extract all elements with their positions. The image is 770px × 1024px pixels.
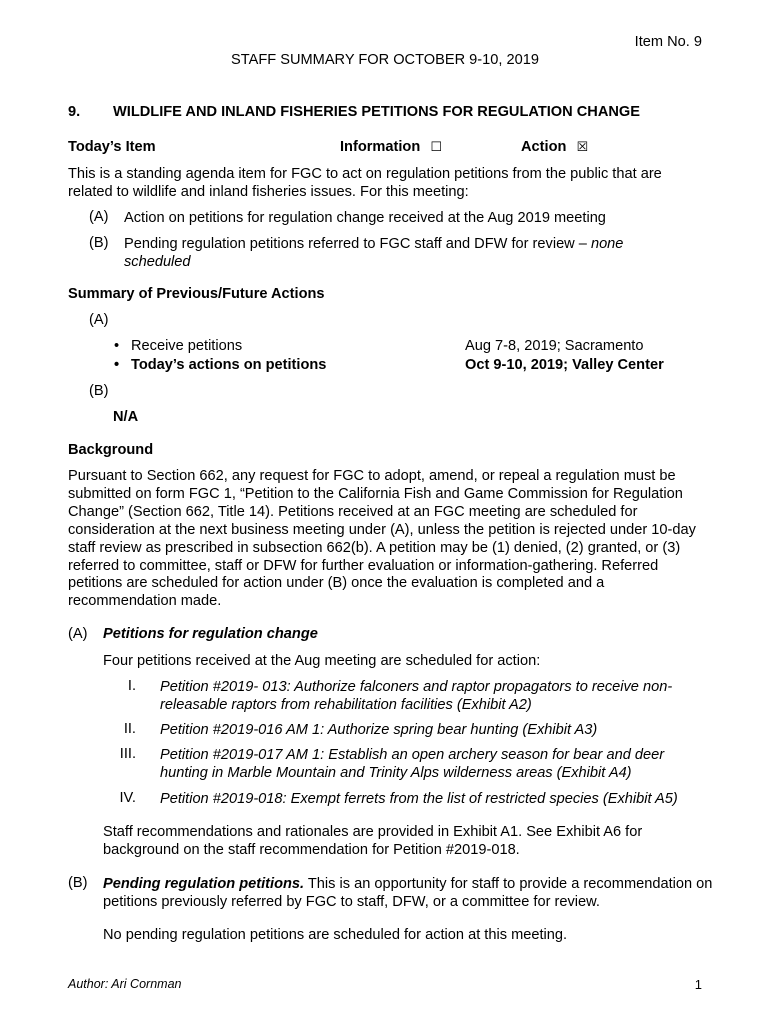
information-checkbox: ☐ xyxy=(430,140,442,155)
page-number: 1 xyxy=(694,977,702,992)
petition-numeral-4: IV. xyxy=(119,790,136,806)
summary-row-2-value: Oct 9-10, 2019; Valley Center xyxy=(465,357,664,373)
petition-1: Petition #2019- 013: Authorize falconers and raptor propagators to receive non-releasable raptors from rehabilitation facilities (Exhibit A2) xyxy=(160,679,673,713)
petition-numeral-1: I. xyxy=(127,678,136,694)
information-label: Information xyxy=(340,139,421,155)
part-b-text: Pending regulation petitions. This is an opportunity for staff to provide a recommendation on petitions previously referred by FGC to staff, DFW, or a committee for review. xyxy=(103,876,713,910)
intro-marker-a: (A) xyxy=(89,209,109,225)
summary-b-value: N/A xyxy=(113,409,139,425)
todays-item-label: Today’s Item xyxy=(68,139,156,155)
part-a-recommendation: Staff recommendations and rationales are provided in Exhibit A1. See Exhibit A6 for background on the staff recommendation for Petition #2019-018. xyxy=(103,824,643,858)
petition-4: Petition #2019-018: Exempt ferrets from the list of restricted species (Exhibit A5) xyxy=(160,791,678,807)
intro-item-a: Action on petitions for regulation change received at the Aug 2019 meeting xyxy=(124,210,606,226)
summary-bullet-1: • xyxy=(114,338,120,354)
part-a-heading: Petitions for regulation change xyxy=(103,626,318,642)
action-checkbox: ☒ xyxy=(576,140,589,155)
action-option xyxy=(521,139,588,155)
summary-marker-b: (B) xyxy=(89,383,109,399)
petition-numeral-2: II. xyxy=(123,721,136,737)
summary-row-1-label: Receive petitions xyxy=(131,338,243,354)
part-b-note: No pending regulation petitions are scheduled for action at this meeting. xyxy=(103,927,568,943)
intro-marker-b: (B) xyxy=(89,235,109,251)
intro-text: This is a standing agenda item for FGC to act on regulation petitions from the public that are related to wildlife and inland fisheries issues. For this meeting: xyxy=(68,166,662,200)
background-text: Pursuant to Section 662, any request for FGC to adopt, amend, or repeal a regulation must be submitted on form FGC 1, “Petition to the California Fish and Game Commission for Regulation Change” (Section 662, Title 14). Petitions received at an FGC meeting are scheduled for consideration at the next business meeting under (A), unless the petition is rejected under 10-day staff review as prescribed in subsection 662(b). A petition may be (1) denied, (2) granted, or (3) referred to committee, staff or DFW for further evaluation or information-gathering. Referred petitions are scheduled for action under (B) once the evaluation is completed and a recommendation made. xyxy=(68,468,696,610)
summary-row-1-value: Aug 7-8, 2019; Sacramento xyxy=(465,338,644,354)
information-option xyxy=(340,139,442,155)
staff-summary-title: STAFF SUMMARY FOR OCTOBER 9-10, 2019 xyxy=(231,52,539,68)
summary-row-2-label: Today’s actions on petitions xyxy=(131,357,327,373)
summary-heading: Summary of Previous/Future Actions xyxy=(68,286,325,302)
part-b-marker: (B) xyxy=(68,875,88,891)
section-number: 9. xyxy=(68,104,81,120)
section-title: WILDLIFE AND INLAND FISHERIES PETITIONS FOR REGULATION CHANGE xyxy=(113,104,640,120)
author: Author: Ari Cornman xyxy=(68,977,182,991)
petition-numeral-3: III. xyxy=(119,746,136,762)
summary-marker-a: (A) xyxy=(89,312,109,328)
petition-3: Petition #2019-017 AM 1: Establish an open archery season for bear and deer hunting in Marble Mountain and Trinity Alps wilderness areas (Exhibit A4) xyxy=(160,747,665,781)
background-heading: Background xyxy=(68,442,154,458)
item-number: Item No. 9 xyxy=(634,34,702,50)
summary-bullet-2: • xyxy=(114,357,120,373)
petition-2: Petition #2019-016 AM 1: Authorize spring bear hunting (Exhibit A3) xyxy=(160,722,598,738)
intro-item-b: Pending regulation petitions referred to FGC staff and DFW for review – none scheduled xyxy=(124,236,624,270)
part-a-marker: (A) xyxy=(68,626,88,642)
action-label: Action xyxy=(521,139,567,155)
part-a-intro: Four petitions received at the Aug meeting are scheduled for action: xyxy=(103,653,541,669)
